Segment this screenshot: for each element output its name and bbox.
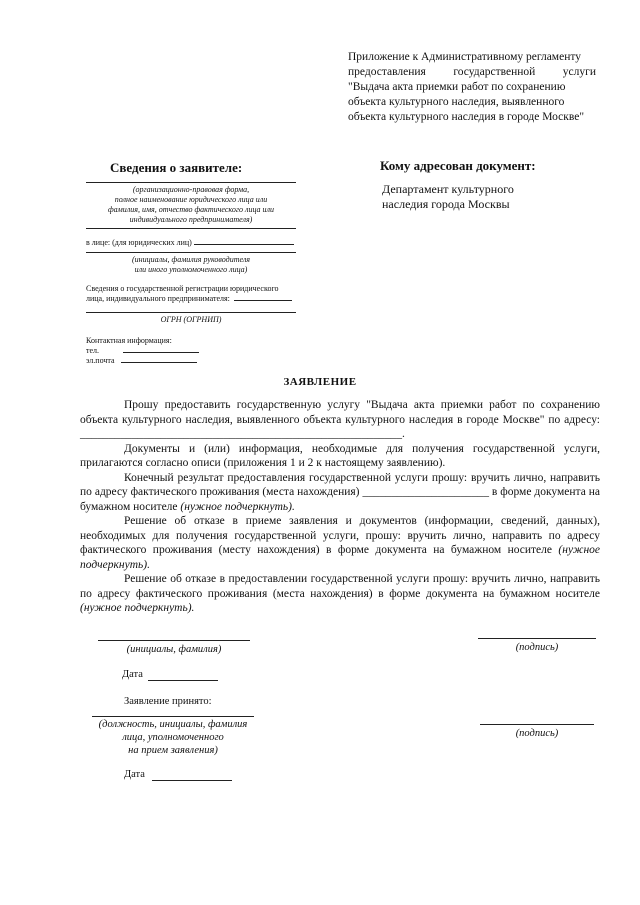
- acceptance-date-field[interactable]: [152, 780, 232, 781]
- official-line[interactable]: [92, 716, 254, 717]
- registration-info: Сведения о государственной регистрации юридического лица, индивидуального предпринимателя:: [86, 284, 298, 304]
- paragraph-refusal-service: Решение об отказе в предоставлении государственной услуги прошу: вручить лично, направить по адресу фактического проживания (места нахождения) в форме документа на бумажном носителе (нужное подчеркнуть).: [80, 573, 600, 614]
- applicant-initials-line[interactable]: [98, 640, 250, 641]
- statement-body: [80, 398, 600, 616]
- appendix-line: объекта культурного наследия в городе Москве": [348, 111, 585, 123]
- ogrn-line[interactable]: [86, 312, 296, 313]
- signature-label: (подпись): [515, 642, 559, 653]
- appendix-line: "Выдача акта приемки работ по сохранению: [348, 81, 566, 93]
- email-field[interactable]: [121, 362, 197, 363]
- addressee-department: Департамент культурного наследия города Москвы: [382, 182, 514, 211]
- contact-label: Контактная информация:: [86, 336, 172, 345]
- representative-line[interactable]: [86, 252, 296, 253]
- statement-title: ЗАЯВЛЕНИЕ: [283, 376, 357, 388]
- official-signature-line[interactable]: [480, 724, 594, 725]
- representative-hint: (инициалы, фамилия руководителя или иного уполномоченного лица): [131, 255, 251, 274]
- acceptance-date-label: Дата: [124, 769, 145, 780]
- email-row: эл.почта: [86, 356, 197, 366]
- accepted-label: Заявление принято:: [124, 696, 212, 707]
- phone-field[interactable]: [123, 352, 199, 353]
- paragraph-refusal-acceptance: Решение об отказе в приеме заявления и документов (информации, сведений, данных), необходимых для получения государственной услуги, прошу: вручить лично, направить по адресу фактического проживания (месту нахождения) в форме документа на бумажном носителе (нужное подчеркнуть).: [80, 515, 601, 571]
- addressee-heading: Кому адресован документ:: [380, 158, 536, 173]
- paragraph-documents: Документы и (или) информация, необходимые для получения государственной услуги, прилагаются согласно описи (приложения 1 и 2 к настоящему заявлению).: [80, 442, 600, 469]
- applicant-signature-line[interactable]: [478, 638, 596, 639]
- applicant-name-line[interactable]: [86, 182, 296, 183]
- official-signature-label: (подпись): [515, 728, 559, 739]
- applicant-hint: (организационно-правовая форма, полное наименование юридического лица или фамилия, имя, отчество фактического лица или индивидуального предпринимателя): [107, 185, 275, 224]
- appendix-header: [348, 50, 596, 125]
- paragraph-request: Прошу предоставить государственную услугу "Выдача акта приемки работ по сохранению объекта культурного наследия, выявленного объекта культурного наследия в городе Москве" по адресу: ________________________________________________________.: [80, 399, 600, 440]
- date-label: Дата: [122, 669, 143, 680]
- applicant-heading: Сведения о заявителе:: [110, 160, 243, 175]
- paragraph-result: Конечный результат предоставления государственной услуги прошу: вручить лично, направить по адресу фактического проживания (места нахождения) ______________________ в форме документа на бумажном носителе (нужное подчеркнуть).: [80, 471, 600, 513]
- appendix-line: предоставления государственной услуги: [348, 66, 596, 78]
- phone-row: тел.: [86, 346, 199, 356]
- appendix-line: объекта культурного наследия, выявленного: [348, 96, 565, 108]
- in-person-label: в лице: (для юридических лиц): [86, 238, 294, 248]
- appendix-line: Приложение к Административному регламенту: [348, 51, 581, 63]
- ogrn-label: ОГРН (ОГРНИП): [160, 315, 222, 324]
- date-field[interactable]: [148, 680, 218, 681]
- applicant-line-2[interactable]: [86, 228, 296, 229]
- initials-label: (инициалы, фамилия): [126, 644, 222, 655]
- official-label: (должность, инициалы, фамилия лица, уполномоченного на прием заявления): [98, 719, 248, 756]
